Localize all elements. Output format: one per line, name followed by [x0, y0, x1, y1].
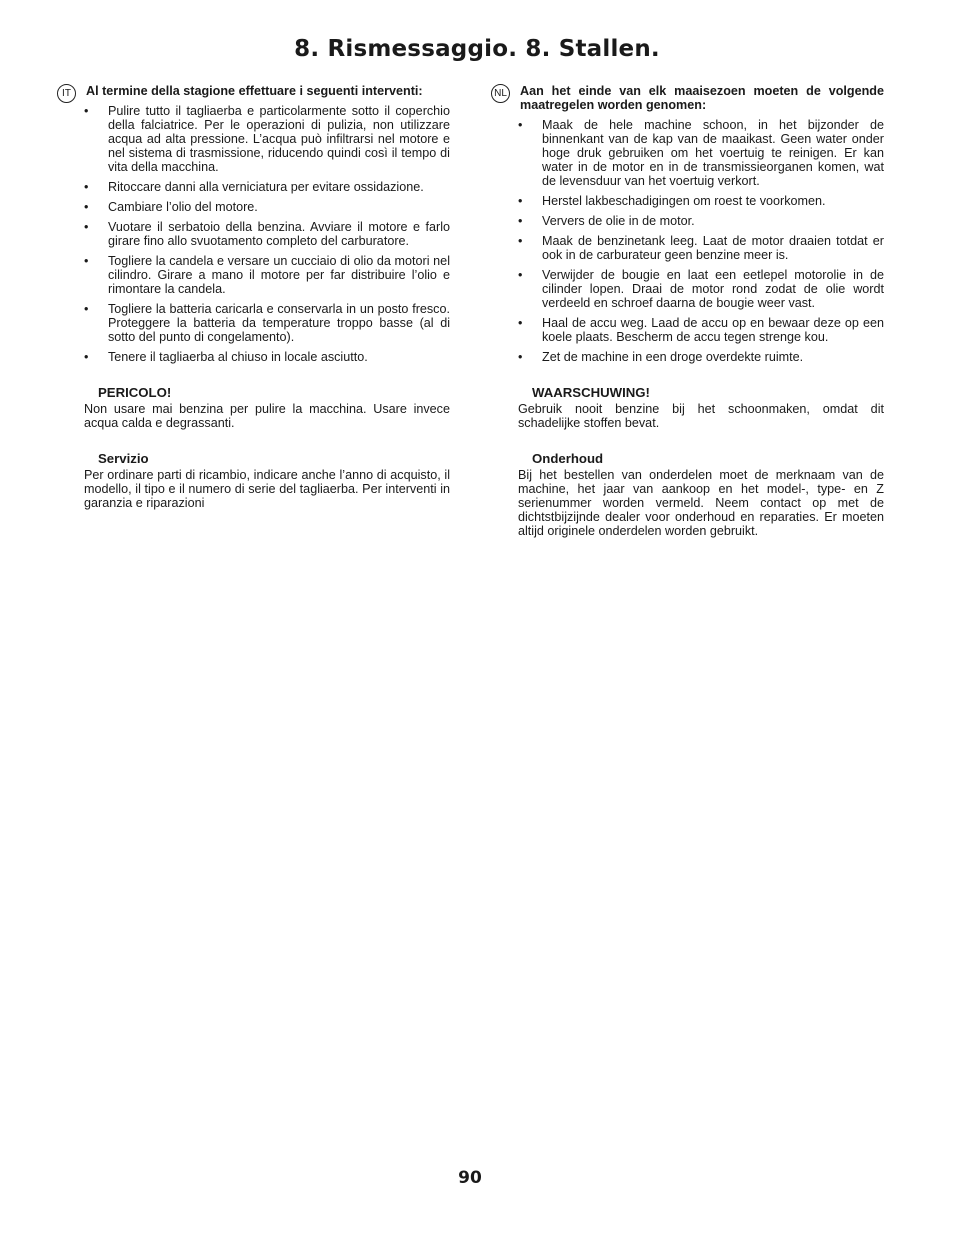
bullet-icon: • — [84, 104, 89, 118]
bullet-icon: • — [518, 194, 523, 208]
intro-text-nl: Aan het einde van elk maaisezoen moeten de volgende maatregelen worden genomen: — [520, 84, 884, 112]
warning-text-nl: Gebruik nooit benzine bij het schoonmaken, omdat dit schadelijke stoffen bevat. — [518, 402, 884, 430]
bullet-icon: • — [518, 214, 523, 228]
list-item: • Ritoccare danni alla verniciatura per evitare ossidazione. — [84, 180, 424, 194]
language-badge-nl: NL — [491, 84, 510, 103]
warning-heading-it: PERICOLO! — [98, 385, 172, 400]
intro-text-it: Al termine della stagione effettuare i seguenti interventi: — [86, 84, 423, 98]
column-italian — [62, 84, 450, 510]
list-item: • Herstel lakbeschadigingen om roest te voorkomen. — [518, 194, 826, 208]
list-item: • Maak de hele machine schoon, in het bijzonder de binnenkant van de kap van de maaikast. Geen water onder hoge druk gebruiken om het voertuig te reinigen. Er kan water in de motor en in de transmissieorganen komen, wat de levensduur van het voertuig verkort. — [518, 118, 884, 188]
bullet-icon: • — [518, 350, 523, 364]
bullet-icon: • — [518, 118, 523, 132]
page-number: 90 — [458, 1168, 482, 1188]
list-item: • Zet de machine in een droge overdekte ruimte. — [518, 350, 804, 364]
service-heading-it: Servizio — [98, 451, 149, 466]
bullet-icon: • — [84, 350, 89, 364]
list-item: • Verwijder de bougie en laat een eetlepel motorolie in de cilinder lopen. Draai de motor rond zodat de olie wordt verdeeld en schroef daarna de bougie weer vast. — [518, 268, 884, 310]
list-item: • Tenere il tagliaerba al chiuso in locale asciutto. — [84, 350, 368, 364]
warning-heading-nl: WAARSCHUWING! — [532, 385, 650, 400]
list-item: • Ververs de olie in de motor. — [518, 214, 695, 228]
list-item: • Togliere la candela e versare un cucciaio di olio da motori nel cilindro. Girare a mano il motore per far distribuire l’olio e rimontare la candela. — [84, 254, 450, 296]
bullet-list-nl — [518, 118, 884, 364]
bullet-list-it — [84, 104, 450, 364]
bullet-icon: • — [84, 302, 89, 316]
bullet-icon: • — [84, 254, 89, 268]
list-item: • Vuotare il serbatoio della benzina. Avviare il motore e farlo girare fino allo svuotamento completo del carburatore. — [84, 220, 450, 248]
service-text-nl: Bij het bestellen van onderdelen moet de merknaam van de machine, het jaar van aankoop en het model-, type- en Z serienummer worden vermeld. Neem contact op met de dichtstbijzijnde dealer voor onderhoud en reparaties. Er moeten altijd originele onderdelen worden gebruikt. — [518, 468, 884, 538]
bullet-icon: • — [518, 234, 523, 248]
bullet-icon: • — [84, 180, 89, 194]
warning-text-it: Non usare mai benzina per pulire la macchina. Usare invece acqua calda e degrassanti. — [84, 402, 450, 430]
service-text-it: Per ordinare parti di ricambio, indicare anche l’anno di acquisto, il modello, il tipo e il numero di serie del tagliaerba. Per interventi in garanzia e riparazioni — [84, 468, 450, 510]
list-item: • Cambiare l’olio del motore. — [84, 200, 258, 214]
list-item: • Pulire tutto il tagliaerba e particolarmente sotto il coperchio della falciatrice. Per le operazioni di pulizia, non utilizzare acqua ad alta pressione. L’acqua può infiltrarsi nel motore e nel sistema di trasmissione, riducendo quindi così il tempo di vita della macchina. — [84, 104, 450, 174]
bullet-icon: • — [518, 316, 523, 330]
list-item: • Haal de accu weg. Laad de accu op en bewaar deze op een koele plaats. Bescherm de accu tegen strenge kou. — [518, 316, 884, 344]
language-badge-it: IT — [57, 84, 76, 103]
list-item: • Maak de benzinetank leeg. Laat de motor draaien totdat er ook in de carburateur geen benzine meer is. — [518, 234, 884, 262]
page-title: 8. Rismessaggio. 8. Stallen. — [294, 36, 660, 62]
service-heading-nl: Onderhoud — [532, 451, 604, 466]
column-dutch — [494, 84, 884, 538]
bullet-icon: • — [518, 268, 523, 282]
list-item: • Togliere la batteria caricarla e conservarla in un posto fresco. Proteggere la batteria da temperature troppo basse (al di sotto del punto di congelamento). — [84, 302, 450, 344]
bullet-icon: • — [84, 220, 89, 234]
bullet-icon: • — [84, 200, 89, 214]
